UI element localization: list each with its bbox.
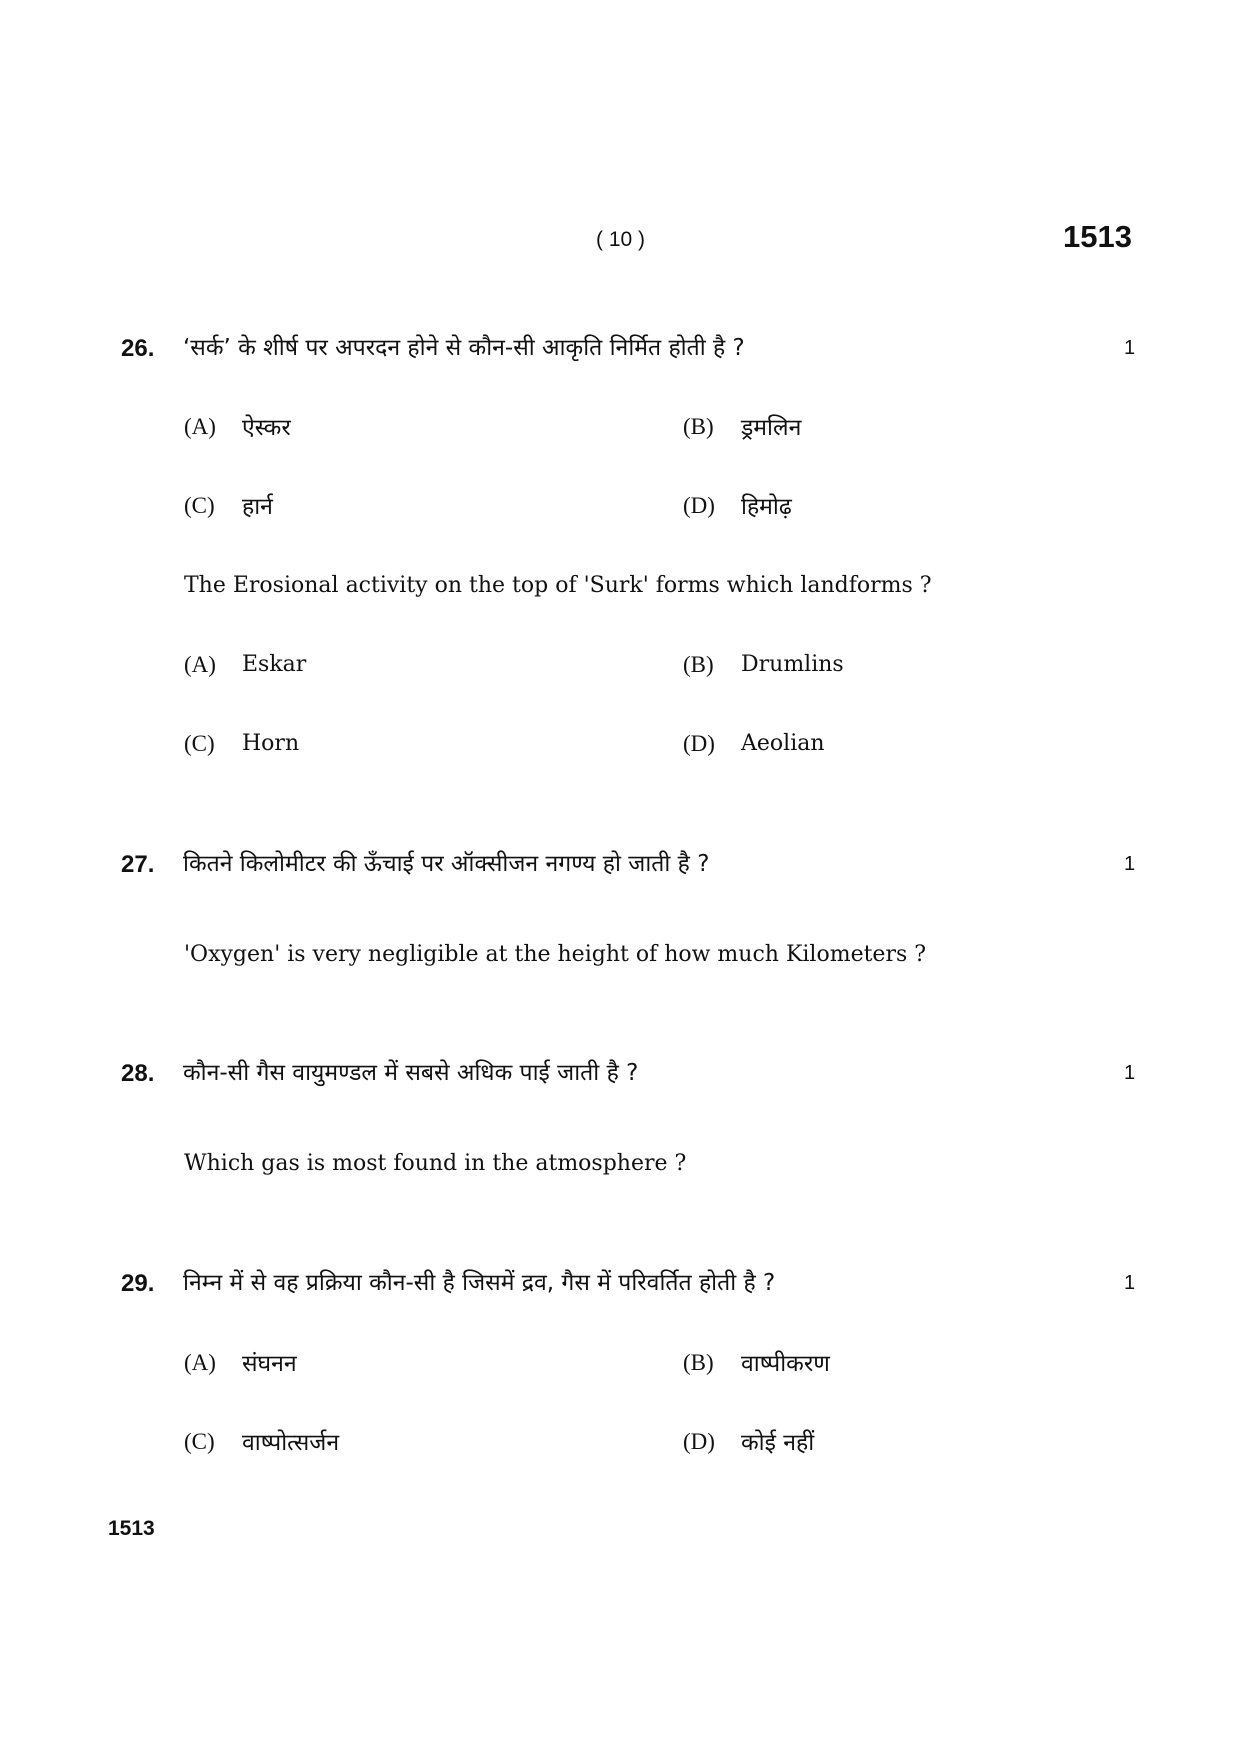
question-text-english: 'Oxygen' is very negligible at the height of how much Kilometers ? — [184, 942, 927, 967]
option-label: (C) — [184, 493, 215, 518]
option-label: (D) — [683, 731, 715, 756]
question-number: 29. — [121, 1270, 155, 1297]
option-text-hindi: हिमोढ़ — [741, 494, 792, 520]
option-label: (B) — [683, 1350, 714, 1375]
option-label: (D) — [683, 1429, 715, 1454]
option-text-english: Horn — [242, 731, 300, 756]
question-marks: 1 — [1124, 853, 1136, 875]
question-text-english: The Erosional activity on the top of 'Surk' forms which landforms ? — [184, 573, 932, 598]
question-number: 27. — [121, 851, 155, 878]
question-text-hindi: कौन-सी गैस वायुमण्डल में सबसे अधिक पाई जाती है ? — [183, 1060, 639, 1086]
option-label: (A) — [184, 1350, 216, 1375]
question-text-hindi: निम्न में से वह प्रक्रिया कौन-सी है जिसमें द्रव, गैस में परिवर्तित होती है ? — [183, 1270, 776, 1296]
option-text-english: Eskar — [242, 652, 307, 677]
option-text-hindi: कोई नहीं — [741, 1430, 815, 1456]
option-label: (B) — [683, 652, 714, 677]
paper-code-footer: 1513 — [108, 1517, 155, 1540]
option-text-hindi: संघनन — [242, 1351, 297, 1377]
option-label: (A) — [184, 414, 216, 439]
question-marks: 1 — [1124, 337, 1136, 359]
option-text-english: Aeolian — [741, 731, 825, 756]
option-text-hindi: हार्न — [242, 494, 273, 520]
page-number: ( 10 ) — [596, 228, 646, 251]
question-text-hindi: कितने किलोमीटर की ऊँचाई पर ऑक्सीजन नगण्य हो जाती है ? — [183, 851, 710, 877]
option-label: (A) — [184, 652, 216, 677]
question-number: 28. — [121, 1060, 155, 1087]
question-number: 26. — [121, 335, 155, 362]
option-text-hindi: ऐस्कर — [242, 415, 291, 441]
question-text-english: Which gas is most found in the atmosphere ? — [184, 1151, 687, 1176]
question-text-hindi: ‘सर्क’ के शीर्ष पर अपरदन होने से कौन-सी आकृति निर्मित होती है ? — [183, 335, 745, 361]
option-label: (D) — [683, 493, 715, 518]
paper-code-header: 1513 — [1063, 219, 1132, 254]
option-text-hindi: वाष्पोत्सर्जन — [242, 1430, 340, 1456]
option-text-hindi: ड्रमलिन — [741, 415, 802, 441]
question-marks: 1 — [1124, 1272, 1136, 1294]
option-label: (C) — [184, 731, 215, 756]
option-text-hindi: वाष्पीकरण — [741, 1351, 830, 1377]
option-label: (B) — [683, 414, 714, 439]
question-marks: 1 — [1124, 1062, 1136, 1084]
option-label: (C) — [184, 1429, 215, 1454]
option-text-english: Drumlins — [741, 652, 844, 677]
